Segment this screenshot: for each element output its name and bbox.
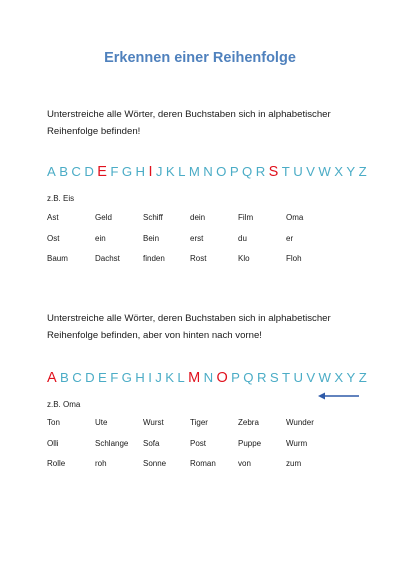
alphabet-letter-h: H: [135, 164, 146, 179]
alphabet-letter-k: K: [165, 164, 175, 179]
alphabet-letter-y: Y: [346, 164, 356, 179]
instruction-1-line-2: Reihenfolge befinden!: [47, 126, 141, 137]
alphabet-letter-l: L: [178, 164, 186, 179]
word-cell[interactable]: Roman: [190, 459, 216, 468]
alphabet-letter-w: W: [318, 164, 331, 179]
word-table-2: [47, 418, 326, 480]
alphabet-letter-d: D: [84, 164, 94, 179]
alphabet-letter-t: T: [281, 164, 290, 179]
alphabet-letter-l: L: [177, 370, 185, 385]
alphabet-letter-x: X: [334, 164, 343, 179]
alphabet-letter-d: D: [85, 370, 95, 385]
alphabet-letter-n: N: [203, 370, 214, 385]
word-cell[interactable]: dein: [190, 213, 206, 222]
alphabet-letter-n: N: [203, 164, 213, 179]
alphabet-letter-e: E: [97, 164, 107, 180]
alphabet-letter-g: G: [121, 164, 133, 179]
word-cell[interactable]: Ast: [47, 213, 59, 222]
alphabet-letter-q: Q: [242, 164, 253, 179]
alphabet-letter-b: B: [60, 370, 69, 385]
alphabet-letter-p: P: [231, 370, 240, 385]
word-cell[interactable]: von: [238, 459, 251, 468]
alphabet-letter-w: W: [318, 370, 331, 385]
alphabet-letter-p: P: [229, 164, 239, 179]
alphabet-letter-u: U: [293, 370, 303, 385]
word-cell[interactable]: Sonne: [143, 459, 167, 468]
word-cell[interactable]: Olli: [47, 438, 59, 448]
alphabet-letter-t: T: [282, 370, 291, 385]
alphabet-letter-m: M: [188, 164, 200, 179]
word-cell[interactable]: ein: [95, 233, 106, 243]
word-cell[interactable]: Ute: [95, 418, 108, 427]
alphabet-letter-r: R: [256, 370, 267, 385]
alphabet-letter-a: A: [47, 370, 57, 386]
alphabet-letter-f: F: [110, 164, 119, 179]
alphabet-letter-u: U: [293, 164, 303, 179]
instruction-2-line-1: Unterstreiche alle Wörter, deren Buchstaben sich in alphabetischer: [47, 313, 331, 324]
word-cell[interactable]: erst: [190, 233, 204, 243]
word-cell[interactable]: Ost: [47, 233, 60, 243]
word-cell[interactable]: Klo: [238, 254, 250, 263]
alphabet-letter-z: Z: [358, 370, 367, 385]
alphabet-letter-o: O: [216, 164, 227, 179]
alphabet-letter-c: C: [72, 370, 82, 385]
word-cell[interactable]: Geld: [95, 213, 112, 222]
example-2: z.B. Oma: [47, 400, 81, 409]
word-cell[interactable]: roh: [95, 459, 107, 468]
alphabet-letter-x: X: [334, 370, 344, 385]
table-row: [47, 234, 326, 255]
page-title: Erkennen einer Reihenfolge: [104, 50, 296, 66]
instruction-1: [47, 106, 367, 140]
instruction-2: [47, 310, 367, 344]
word-cell[interactable]: Schiff: [143, 213, 163, 222]
word-cell[interactable]: Film: [238, 213, 254, 222]
word-cell[interactable]: Oma: [286, 213, 304, 222]
word-cell[interactable]: du: [238, 233, 247, 243]
word-cell[interactable]: zum: [286, 459, 302, 468]
table-row: [47, 439, 326, 460]
alphabet-letter-s: S: [268, 164, 279, 180]
alphabet-letter-i: I: [148, 164, 153, 180]
table-row: [47, 213, 326, 234]
alphabet-letter-v: V: [306, 164, 315, 179]
word-cell[interactable]: Zebra: [238, 418, 259, 427]
alphabet-letter-r: R: [255, 164, 266, 179]
word-cell[interactable]: Wunder: [286, 418, 314, 427]
word-cell[interactable]: Rost: [190, 254, 207, 263]
alphabet-letter-i: I: [148, 370, 152, 385]
alphabet-letter-g: G: [121, 370, 132, 385]
word-cell[interactable]: finden: [143, 254, 165, 263]
instruction-2-line-2: Reihenfolge befinden, aber von hinten nach vorne!: [47, 330, 262, 341]
alphabet-letter-o: O: [216, 370, 228, 386]
alphabet-letter-s: S: [269, 370, 279, 385]
table-row: [47, 254, 326, 275]
alphabet-letter-m: M: [188, 370, 201, 386]
alphabet-letter-z: Z: [358, 164, 367, 179]
word-cell[interactable]: Sofa: [143, 438, 160, 448]
word-cell[interactable]: Floh: [286, 254, 302, 263]
table-row: [47, 418, 326, 439]
word-cell[interactable]: Schlange: [95, 438, 129, 448]
word-cell[interactable]: er: [286, 233, 294, 243]
alphabet-letter-f: F: [110, 370, 119, 385]
alphabet-letter-h: H: [135, 370, 145, 385]
alphabet-letter-y: Y: [346, 370, 356, 385]
example-1: z.B. Eis: [47, 194, 75, 203]
instruction-1-line-1: Unterstreiche alle Wörter, deren Buchstaben sich in alphabetischer: [47, 109, 331, 120]
alphabet-letter-b: B: [59, 164, 68, 179]
word-cell[interactable]: Wurst: [143, 418, 164, 427]
word-cell[interactable]: Baum: [47, 254, 68, 263]
word-cell[interactable]: Bein: [143, 233, 160, 243]
alphabet-letter-k: K: [165, 370, 174, 385]
arrow-left-icon: [318, 391, 360, 401]
word-cell[interactable]: Puppe: [238, 438, 262, 448]
table-row: [47, 459, 326, 480]
word-cell[interactable]: Rolle: [47, 459, 66, 468]
alphabet-letter-c: C: [71, 164, 81, 179]
word-table-1: [47, 213, 326, 275]
alphabet-letter-v: V: [306, 370, 316, 385]
alphabet-letter-j: J: [155, 370, 162, 385]
word-cell[interactable]: Dachst: [95, 254, 120, 263]
alphabet-row-1: [47, 164, 367, 184]
alphabet-letter-e: E: [98, 370, 107, 385]
word-cell[interactable]: Wurm: [286, 438, 308, 448]
alphabet-row-2: [47, 370, 367, 390]
word-cell[interactable]: Post: [190, 438, 207, 448]
word-cell[interactable]: Tiger: [190, 418, 208, 427]
word-cell[interactable]: Ton: [47, 418, 60, 427]
alphabet-letter-a: A: [47, 164, 56, 179]
alphabet-letter-j: J: [155, 164, 163, 179]
alphabet-letter-q: Q: [243, 370, 254, 385]
